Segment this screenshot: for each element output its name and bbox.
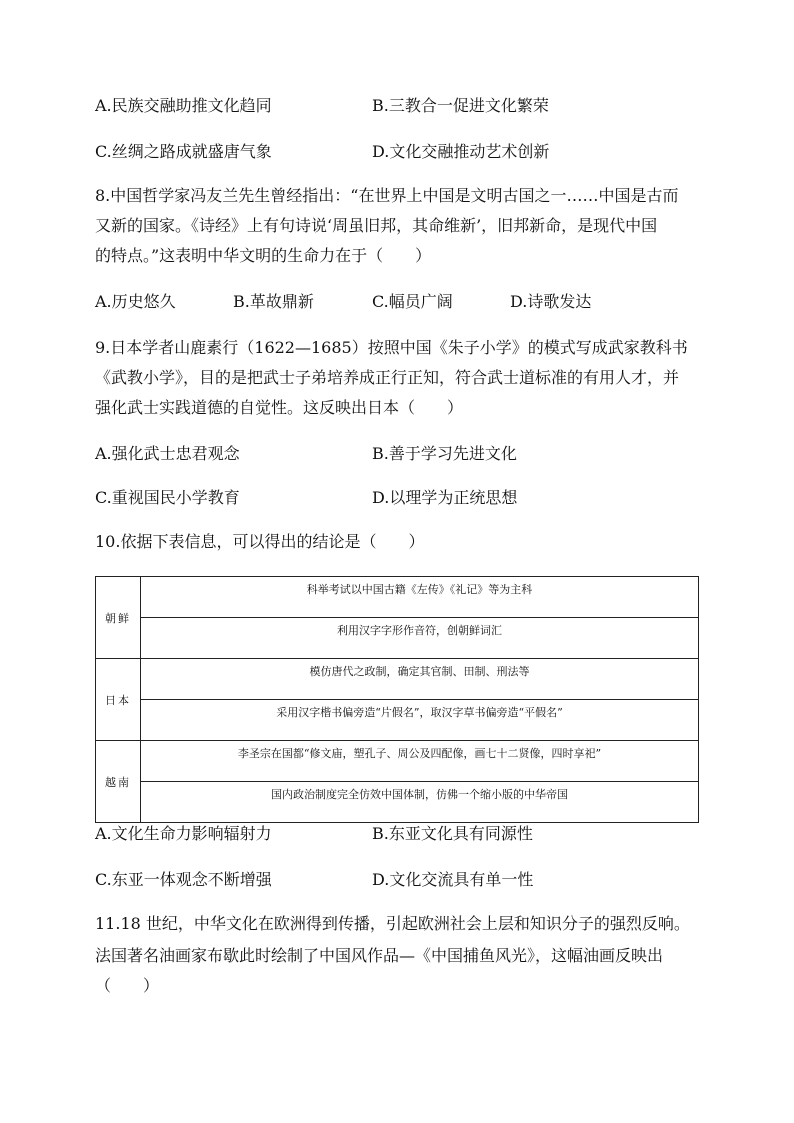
table-fact — [141, 618, 699, 659]
table-fact-text: 国内政治制度完全仿效中国体制，仿佛一个缩小版的中华帝国 — [271, 788, 568, 801]
table-fact — [141, 782, 699, 823]
q7-option-b: B.三教合一促进文化繁荣 — [372, 96, 549, 115]
q8-option-b: B.革故鼎新 — [233, 292, 314, 311]
table-fact-text: 模仿唐代之政制，确定其官制、田制、刑法等 — [309, 665, 530, 678]
q9-option-a: A.强化武士忠君观念 — [95, 444, 240, 463]
table-fact-text: 科举考试以中国古籍《左传》《礼记》等为主科 — [306, 583, 533, 596]
table-fact — [141, 577, 699, 618]
q8-stem-line-2: 又新的国家。《诗经》上有句诗说‘周虽旧邦，其命维新’，旧邦新命，是现代中国 — [95, 216, 658, 235]
q7-option-c: C.丝绸之路成就盛唐气象 — [95, 142, 272, 161]
q8-option-c: C.幅员广阔 — [372, 292, 453, 311]
table-fact-text: 利用汉字字形作音符，创朝鲜词汇 — [337, 624, 502, 637]
q9-option-c: C.重视国民小学教育 — [95, 488, 240, 507]
q10-option-a: A.文化生命力影响辐射力 — [95, 824, 272, 843]
table-fact-text: 李圣宗在国都“修文庙，塑孔子、周公及四配像，画七十二贤像，四时享祀” — [237, 747, 602, 760]
q11-stem-line-2: 法国著名油画家布歇此时绘制了中国风作品—《中国捕鱼风光》，这幅油画反映出 — [95, 946, 664, 965]
table-country-korea: 朝鲜 — [96, 577, 141, 659]
table-fact — [141, 741, 699, 782]
table-fact — [141, 700, 699, 741]
q8-option-a: A.历史悠久 — [95, 292, 176, 311]
table-fact — [141, 659, 699, 700]
q7-option-a: A.民族交融助推文化趋同 — [95, 96, 272, 115]
q10-stem: 10.依据下表信息，可以得出的结论是（ ） — [95, 532, 425, 551]
q8-option-d: D.诗歌发达 — [510, 292, 592, 311]
q9-stem-line-2: 《武教小学》，目的是把武士子弟培养成正行正知，符合武士道标准的有用人才，并 — [95, 368, 680, 387]
q9-stem-line-1: 9.日本学者山鹿素行（1622—1685）按照中国《朱子小学》的模式写成武家教科书 — [95, 338, 688, 357]
table-country-japan: 日本 — [96, 659, 141, 741]
q10-info-table — [95, 576, 699, 823]
q9-option-d: D.以理学为正统思想 — [372, 488, 518, 507]
table-fact-text: 采用汉字楷书偏旁造“片假名”，取汉字草书偏旁造“平假名” — [276, 706, 563, 719]
q11-stem-line-1: 11.18 世纪，中华文化在欧洲得到传播，引起欧洲社会上层和知识分子的强烈反响。 — [95, 914, 690, 933]
q11-stem-line-3: （ ） — [95, 976, 160, 995]
q9-option-b: B.善于学习先进文化 — [372, 444, 517, 463]
q10-option-b: B.东亚文化具有同源性 — [372, 824, 533, 843]
q9-stem-line-3: 强化武士实践道德的自觉性。这反映出日本（ ） — [95, 398, 464, 417]
table-country-vietnam: 越南 — [96, 741, 141, 823]
q8-stem-line-1: 8.中国哲学家冯友兰先生曾经指出：“在世界上中国是文明古国之一……中国是古而 — [95, 186, 679, 205]
q7-option-d: D.文化交融推动艺术创新 — [372, 142, 550, 161]
q8-stem-line-3: 的特点。”这表明中华文明的生命力在于（ ） — [95, 246, 432, 265]
q10-option-c: C.东亚一体观念不断增强 — [95, 870, 272, 889]
q10-option-d: D.文化交流具有单一性 — [372, 870, 534, 889]
